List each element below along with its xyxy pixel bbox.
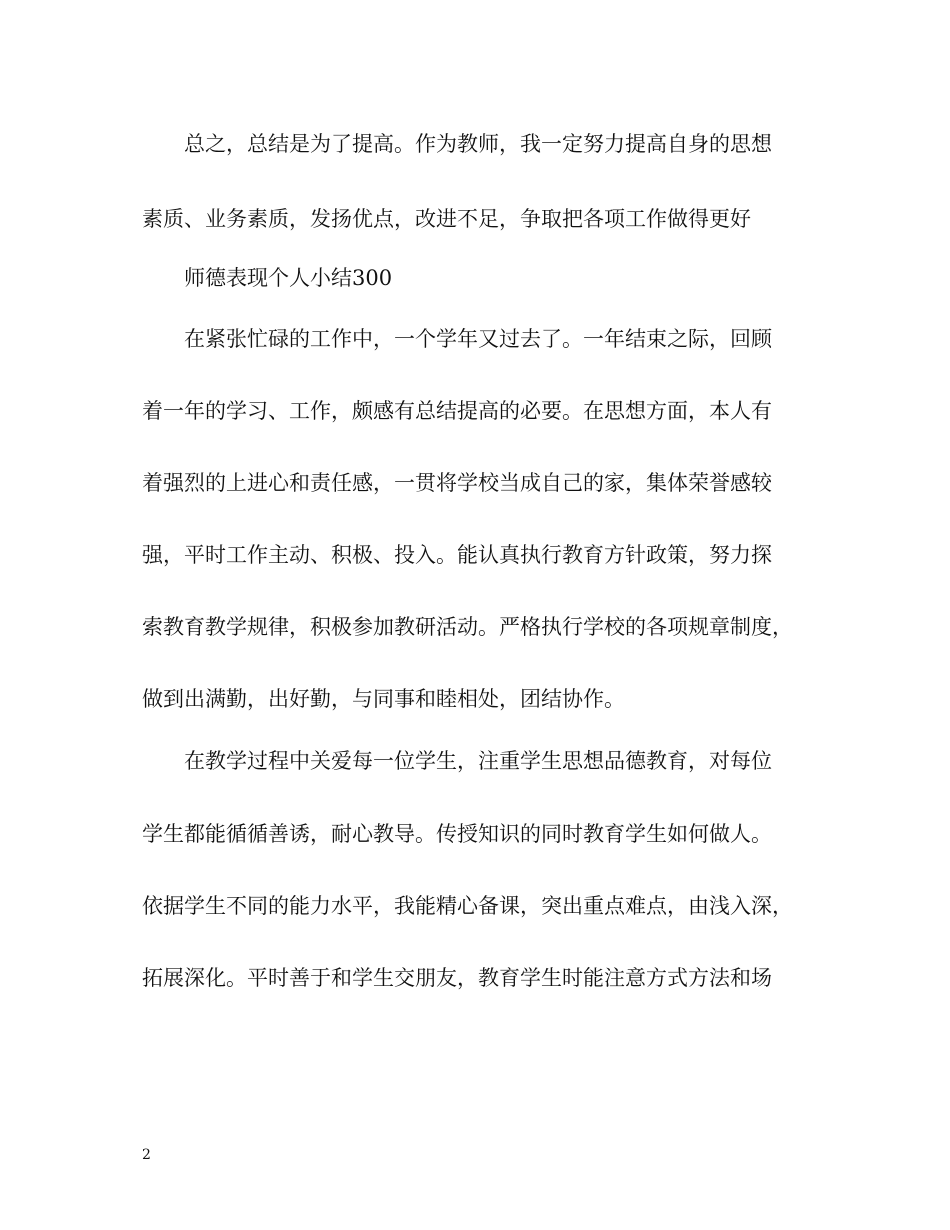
section-heading: 师德表现个人小结300 — [184, 266, 393, 290]
paragraph-1-line-1: 总之，总结是为了提高。作为教师，我一定努力提高自身的思想 — [184, 132, 772, 156]
page-number: 2 — [142, 1147, 151, 1163]
paragraph-1-line-2: 素质、业务素质，发扬优点，改进不足，争取把各项工作做得更好 — [142, 207, 751, 231]
paragraph-2-line-2: 着一年的学习、工作，颇感有总结提高的必要。在思想方面，本人有 — [142, 399, 772, 423]
paragraph-3-line-2: 学生都能循循善诱，耐心教导。传授知识的同时教育学生如何做人。 — [142, 822, 772, 846]
paragraph-2-line-6: 做到出满勤，出好勤，与同事和睦相处，团结协作。 — [142, 687, 625, 711]
paragraph-2-line-1: 在紧张忙碌的工作中，一个学年又过去了。一年结束之际，回顾 — [184, 327, 772, 351]
paragraph-3-line-4: 拓展深化。平时善于和学生交朋友，教育学生时能注意方式方法和场 — [142, 966, 772, 990]
paragraph-2-line-3: 着强烈的上进心和责任感，一贯将学校当成自己的家，集体荣誉感较 — [142, 471, 772, 495]
paragraph-3-line-3: 依据学生不同的能力水平，我能精心备课，突出重点难点，由浅入深， — [142, 894, 793, 918]
paragraph-2-line-4: 强，平时工作主动、积极、投入。能认真执行教育方针政策，努力探 — [142, 543, 772, 567]
paragraph-2-line-5: 索教育教学规律，积极参加教研活动。严格执行学校的各项规章制度， — [142, 615, 793, 639]
paragraph-3-line-1: 在教学过程中关爱每一位学生，注重学生思想品德教育，对每位 — [184, 749, 772, 773]
